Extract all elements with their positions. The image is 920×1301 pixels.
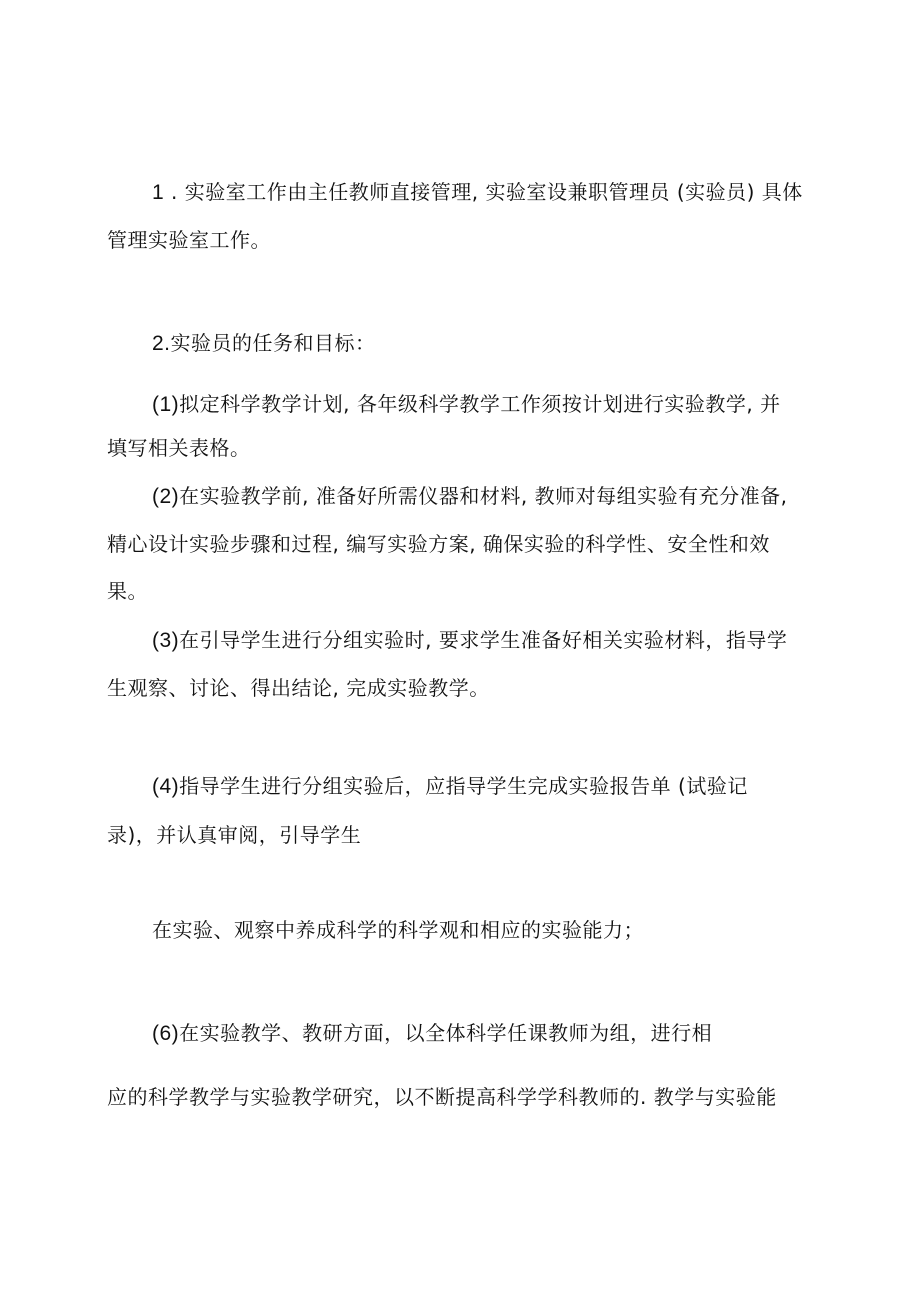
item2-number: 2. <box>152 332 171 355</box>
sub1-line2: 填写相关表格。 <box>107 436 251 460</box>
sub1-line1 <box>152 391 781 418</box>
sub2-marker: (2) <box>152 485 180 508</box>
sub3-line1 <box>152 627 787 654</box>
sub2-line2: 精心设计实验步骤和过程, 编写实验方案, 确保实验的科学性、安全性和效 <box>107 532 770 556</box>
sub3-text: 在引导学生进行分组实验时, 要求学生准备好相关实验材料，指导学 <box>179 628 788 652</box>
sub4-line2: 录)，并认真审阅，引导学生 <box>107 823 362 847</box>
sub6-line1 <box>152 1020 712 1047</box>
sub6-text: 在实验教学、教研方面，以全体科学任课教师为组，进行相 <box>179 1021 713 1045</box>
item2-text: 实验员的任务和目标： <box>170 331 376 355</box>
item2-heading <box>152 330 376 357</box>
sub3-marker: (3) <box>152 629 180 652</box>
sub6-line2: 应的科学教学与实验教学研究，以不断提高科学学科教师的. 教学与实验能 <box>107 1085 777 1109</box>
sub2-line1 <box>152 483 787 510</box>
sub2-text: 在实验教学前, 准备好所需仪器和材料, 教师对每组实验有充分准备, <box>179 484 788 508</box>
sub2-line3: 果。 <box>107 579 148 603</box>
continuation-paragraph: 在实验、观察中养成科学的科学观和相应的实验能力； <box>152 918 644 942</box>
sub4-marker: (4) <box>152 775 180 798</box>
sub3-line2: 生观察、讨论、得出结论, 完成实验教学。 <box>107 676 490 700</box>
item1-line2: 管理实验室工作。 <box>107 228 271 252</box>
sub4-text: 指导学生进行分组实验后，应指导学生完成实验报告单 (试验记 <box>179 774 748 798</box>
sub1-marker: (1) <box>152 393 180 416</box>
sub6-marker: (6) <box>152 1022 180 1045</box>
item1-number: 1 <box>152 181 165 204</box>
sub1-text: 拟定科学教学计划, 各年级科学教学工作须按计划进行实验教学, 并 <box>179 392 781 416</box>
item1-line1 <box>152 179 803 206</box>
item1-text: . 实验室工作由主任教师直接管理, 实验室设兼职管理员 (实验员) 具体 <box>164 180 803 204</box>
sub4-line1 <box>152 773 748 800</box>
